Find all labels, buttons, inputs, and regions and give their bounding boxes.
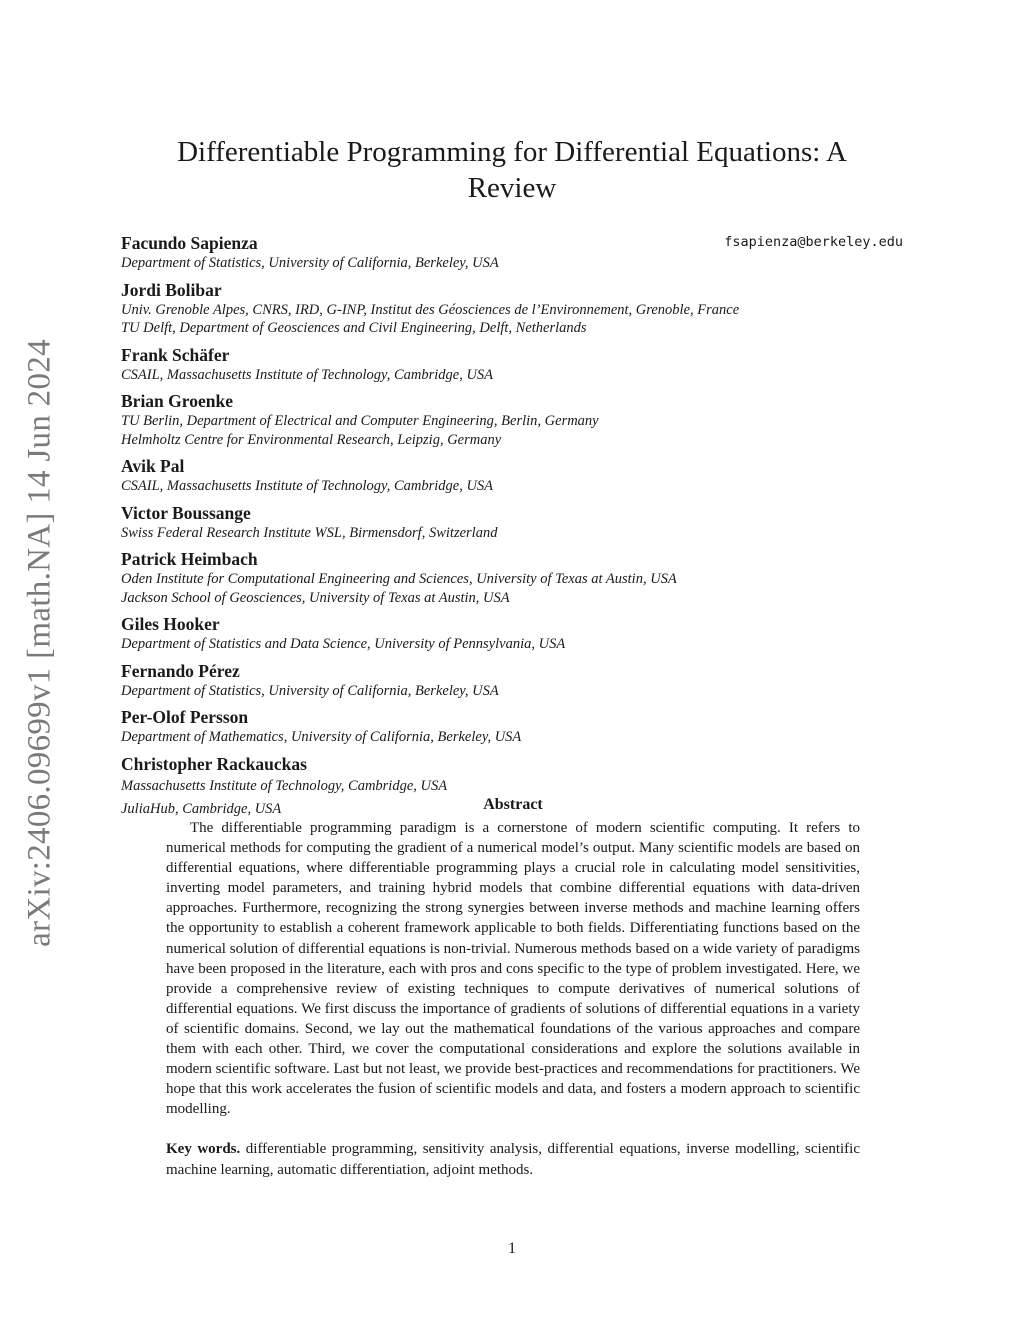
author-name: Jordi Bolibar — [121, 279, 222, 300]
author-affiliation: Helmholtz Centre for Environmental Research, Leipzig, Germany — [121, 431, 502, 448]
author-name: Giles Hooker — [121, 614, 220, 634]
author-affiliation: Oden Institute for Computational Engineering and Sciences, University of Texas at Austin, USA — [121, 571, 677, 587]
author-email[interactable]: fsapienza@berkeley.edu — [724, 234, 903, 250]
keywords-label: Key words. — [166, 1141, 241, 1158]
author-block — [121, 344, 911, 385]
abstract-section — [166, 796, 860, 1180]
abstract-heading: Abstract — [483, 796, 543, 813]
keywords — [166, 1139, 860, 1179]
author-block — [121, 502, 911, 543]
author-affiliation: Univ. Grenoble Alpes, CNRS, IRD, G-INP, Institut des Géosciences de l’Environnement, Grenoble, France — [121, 301, 740, 318]
author-name: Brian Groenke — [121, 391, 233, 411]
arxiv-identifier-stamp — [20, 333, 60, 953]
arxiv-id-text: arXiv:2406.09699v1 [math.NA] 14 Jun 2024 — [21, 339, 58, 947]
keywords-text: differentiable programming, sensitivity analysis, differential equations, inverse modelling, scientific machine learning, automatic differentiation, adjoint methods. — [166, 1141, 861, 1178]
author-block — [121, 613, 911, 654]
author-block — [121, 232, 911, 273]
author-block — [121, 279, 911, 338]
author-block — [121, 706, 911, 747]
page-number: 1 — [508, 1240, 516, 1257]
author-name: Avik Pal — [121, 456, 185, 476]
author-affiliation: Department of Statistics, University of California, Berkeley, USA — [121, 255, 499, 271]
author-block — [121, 455, 911, 496]
author-name: Facundo Sapienza — [121, 233, 258, 253]
author-affiliation: CSAIL, Massachusetts Institute of Technology, Cambridge, USA — [121, 366, 494, 383]
author-affiliation: JuliaHub, Cambridge, USA — [121, 800, 282, 817]
author-block — [121, 660, 911, 701]
author-name: Christopher Rackauckas — [121, 753, 307, 774]
author-list — [121, 232, 911, 827]
author-affiliation: TU Delft, Department of Geosciences and Civil Engineering, Delft, Netherlands — [121, 320, 587, 336]
author-name: Per-Olof Persson — [121, 707, 249, 727]
author-affiliation: Department of Mathematics, University of California, Berkeley, USA — [121, 729, 522, 745]
paper-title: Differentiable Programming for Differential Equations: A Review — [177, 136, 847, 204]
author-affiliation: Department of Statistics, University of California, Berkeley, USA — [121, 682, 499, 699]
author-affiliation: Jackson School of Geosciences, University of Texas at Austin, USA — [121, 589, 510, 606]
author-name: Patrick Heimbach — [121, 549, 258, 569]
author-affiliation: TU Berlin, Department of Electrical and Computer Engineering, Berlin, Germany — [121, 413, 599, 429]
author-affiliation: Massachusetts Institute of Technology, Cambridge, USA — [121, 777, 448, 794]
author-name: Victor Boussange — [121, 502, 251, 523]
author-affiliation: CSAIL, Massachusetts Institute of Technology, Cambridge, USA — [121, 478, 494, 494]
author-affiliation: Department of Statistics and Data Science, University of Pennsylvania, USA — [121, 636, 566, 652]
author-name: Frank Schäfer — [121, 344, 230, 365]
author-block — [121, 390, 911, 449]
abstract-body: The differentiable programming paradigm is a cornerstone of modern scientific computing. It refers to numerical methods for computing the gradient of a numerical model’s output. Many scientific models are based on differential equations, where differentiable programming plays a crucial role in calculating model sensitivities, inverting model parameters, and training hybrid models that combine differential equations with data-driven approaches. Furthermore, recognizing the strong synergies between inverse methods and machine learning offers the opportunity to establish a coherent framework applicable to both fields. Differentiating functions based on the numerical solution of differential equations is non-trivial. Numerous methods based on a wide variety of paradigms have been proposed in the literature, each with pros and cons specific to the type of problem investigated. Here, we provide a comprehensive review of existing techniques to compute derivatives of numerical solutions of differential equations. We first discuss the importance of gradients of solutions of differential equations in a variety of scientific domains. Second, we lay out the mathematical foundations of the various approaches and compare them with each other. Third, we cover the computational considerations and explore the solutions available in modern scientific software. Last but not least, we provide best-practices and recommendations for practitioners. We hope that this work accelerates the fusion of scientific models and data, and fosters a modern approach to scientific modelling. — [166, 820, 860, 1118]
author-name: Fernando Pérez — [121, 660, 240, 681]
author-affiliation: Swiss Federal Research Institute WSL, Birmensdorf, Switzerland — [121, 524, 498, 541]
author-block — [121, 548, 911, 607]
